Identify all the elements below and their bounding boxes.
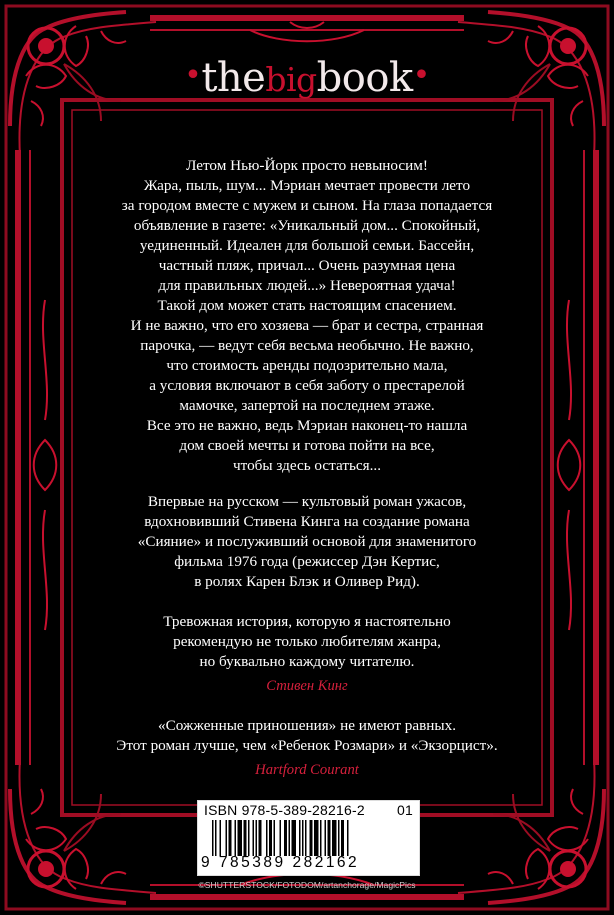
blurb-line: Такой дом может стать настоящим спасением.	[157, 297, 457, 314]
logo-big: big	[265, 60, 317, 99]
quote-line: «Сожженные приношения» не имеют равных.	[157, 717, 457, 734]
logo-dot-right: •	[412, 58, 430, 93]
blurb-line: чтобы здесь остаться...	[233, 457, 381, 474]
logo-book: book	[316, 55, 413, 101]
blurb-line: за городом вместе с мужем и сыном. На глаза попадается	[121, 197, 493, 214]
logo-the: the	[201, 55, 266, 101]
back-cover-text	[95, 156, 519, 780]
blurb-line: дом своей мечты и готова пойти на все,	[179, 437, 435, 454]
quote-line: но буквально каждому читателю.	[199, 653, 415, 670]
blurb-line: Все это не важно, ведь Мэриан наконец-то нашла	[146, 417, 468, 434]
about-line: в ролях Карен Блэк и Оливер Рид).	[194, 573, 420, 590]
about-line: фильма 1976 года (режиссер Дэн Кертис,	[174, 553, 440, 570]
blurb-line: мамочке, запертой на последнем этаже.	[179, 397, 435, 414]
barcode-bars	[212, 820, 407, 856]
blurb-line: а условия включают в себя заботу о престарелой	[149, 377, 465, 394]
isbn-suffix: 01	[397, 802, 413, 818]
logo-dot-left: •	[184, 58, 202, 93]
barcode-digits: 9 785389 282162	[201, 854, 360, 871]
quote-line: рекомендую не только любителям жанра,	[173, 633, 441, 650]
blurb-line: для правильных людей...» Невероятная удача!	[158, 277, 456, 294]
about-line: Впервые на русском — культовый роман ужасов,	[147, 493, 467, 510]
about-line: вдохновивший Стивена Кинга на создание романа	[144, 513, 470, 530]
isbn-line	[204, 802, 413, 818]
brand-logo	[0, 55, 614, 101]
quote-line: Тревожная история, которую я настоятельно	[163, 613, 451, 630]
blurb	[95, 156, 519, 476]
blurb-line: что стоимость аренды подозрительно мала,	[166, 357, 448, 374]
quote-line: Этот роман лучше, чем «Ребенок Розмари» и «Экзорцист».	[116, 737, 498, 754]
photo-credit: ©SHUTTERSTOCK/FOTODOM/artanchorage/MagicPics	[198, 880, 416, 890]
blurb-line: частный пляж, причал... Очень разумная цена	[158, 257, 456, 274]
isbn-barcode	[197, 800, 420, 876]
blurb-line: уединенный. Идеален для большой семьи. Бассейн,	[139, 237, 475, 254]
quote-king	[95, 612, 519, 696]
about-section	[95, 492, 519, 592]
blurb-line: И не важно, что его хозяева — брат и сестра, странная	[130, 317, 484, 334]
isbn-number: ISBN 978-5-389-28216-2	[204, 802, 365, 818]
quote-author: Стивен Кинг	[266, 678, 348, 694]
blurb-line: объявление в газете: «Уникальный дом... Спокойный,	[133, 217, 481, 234]
blurb-line: Жара, пыль, шум... Мэриан мечтает провести лето	[143, 177, 471, 194]
quote-author: Hartford Courant	[255, 762, 359, 778]
blurb-line: парочка, — ведут себя весьма необычно. Не важно,	[140, 337, 474, 354]
about-line: «Сияние» и послуживший основой для знаменитого	[137, 533, 477, 550]
quote-courant	[95, 716, 519, 780]
blurb-line: Летом Нью-Йорк просто невыносим!	[186, 157, 428, 174]
